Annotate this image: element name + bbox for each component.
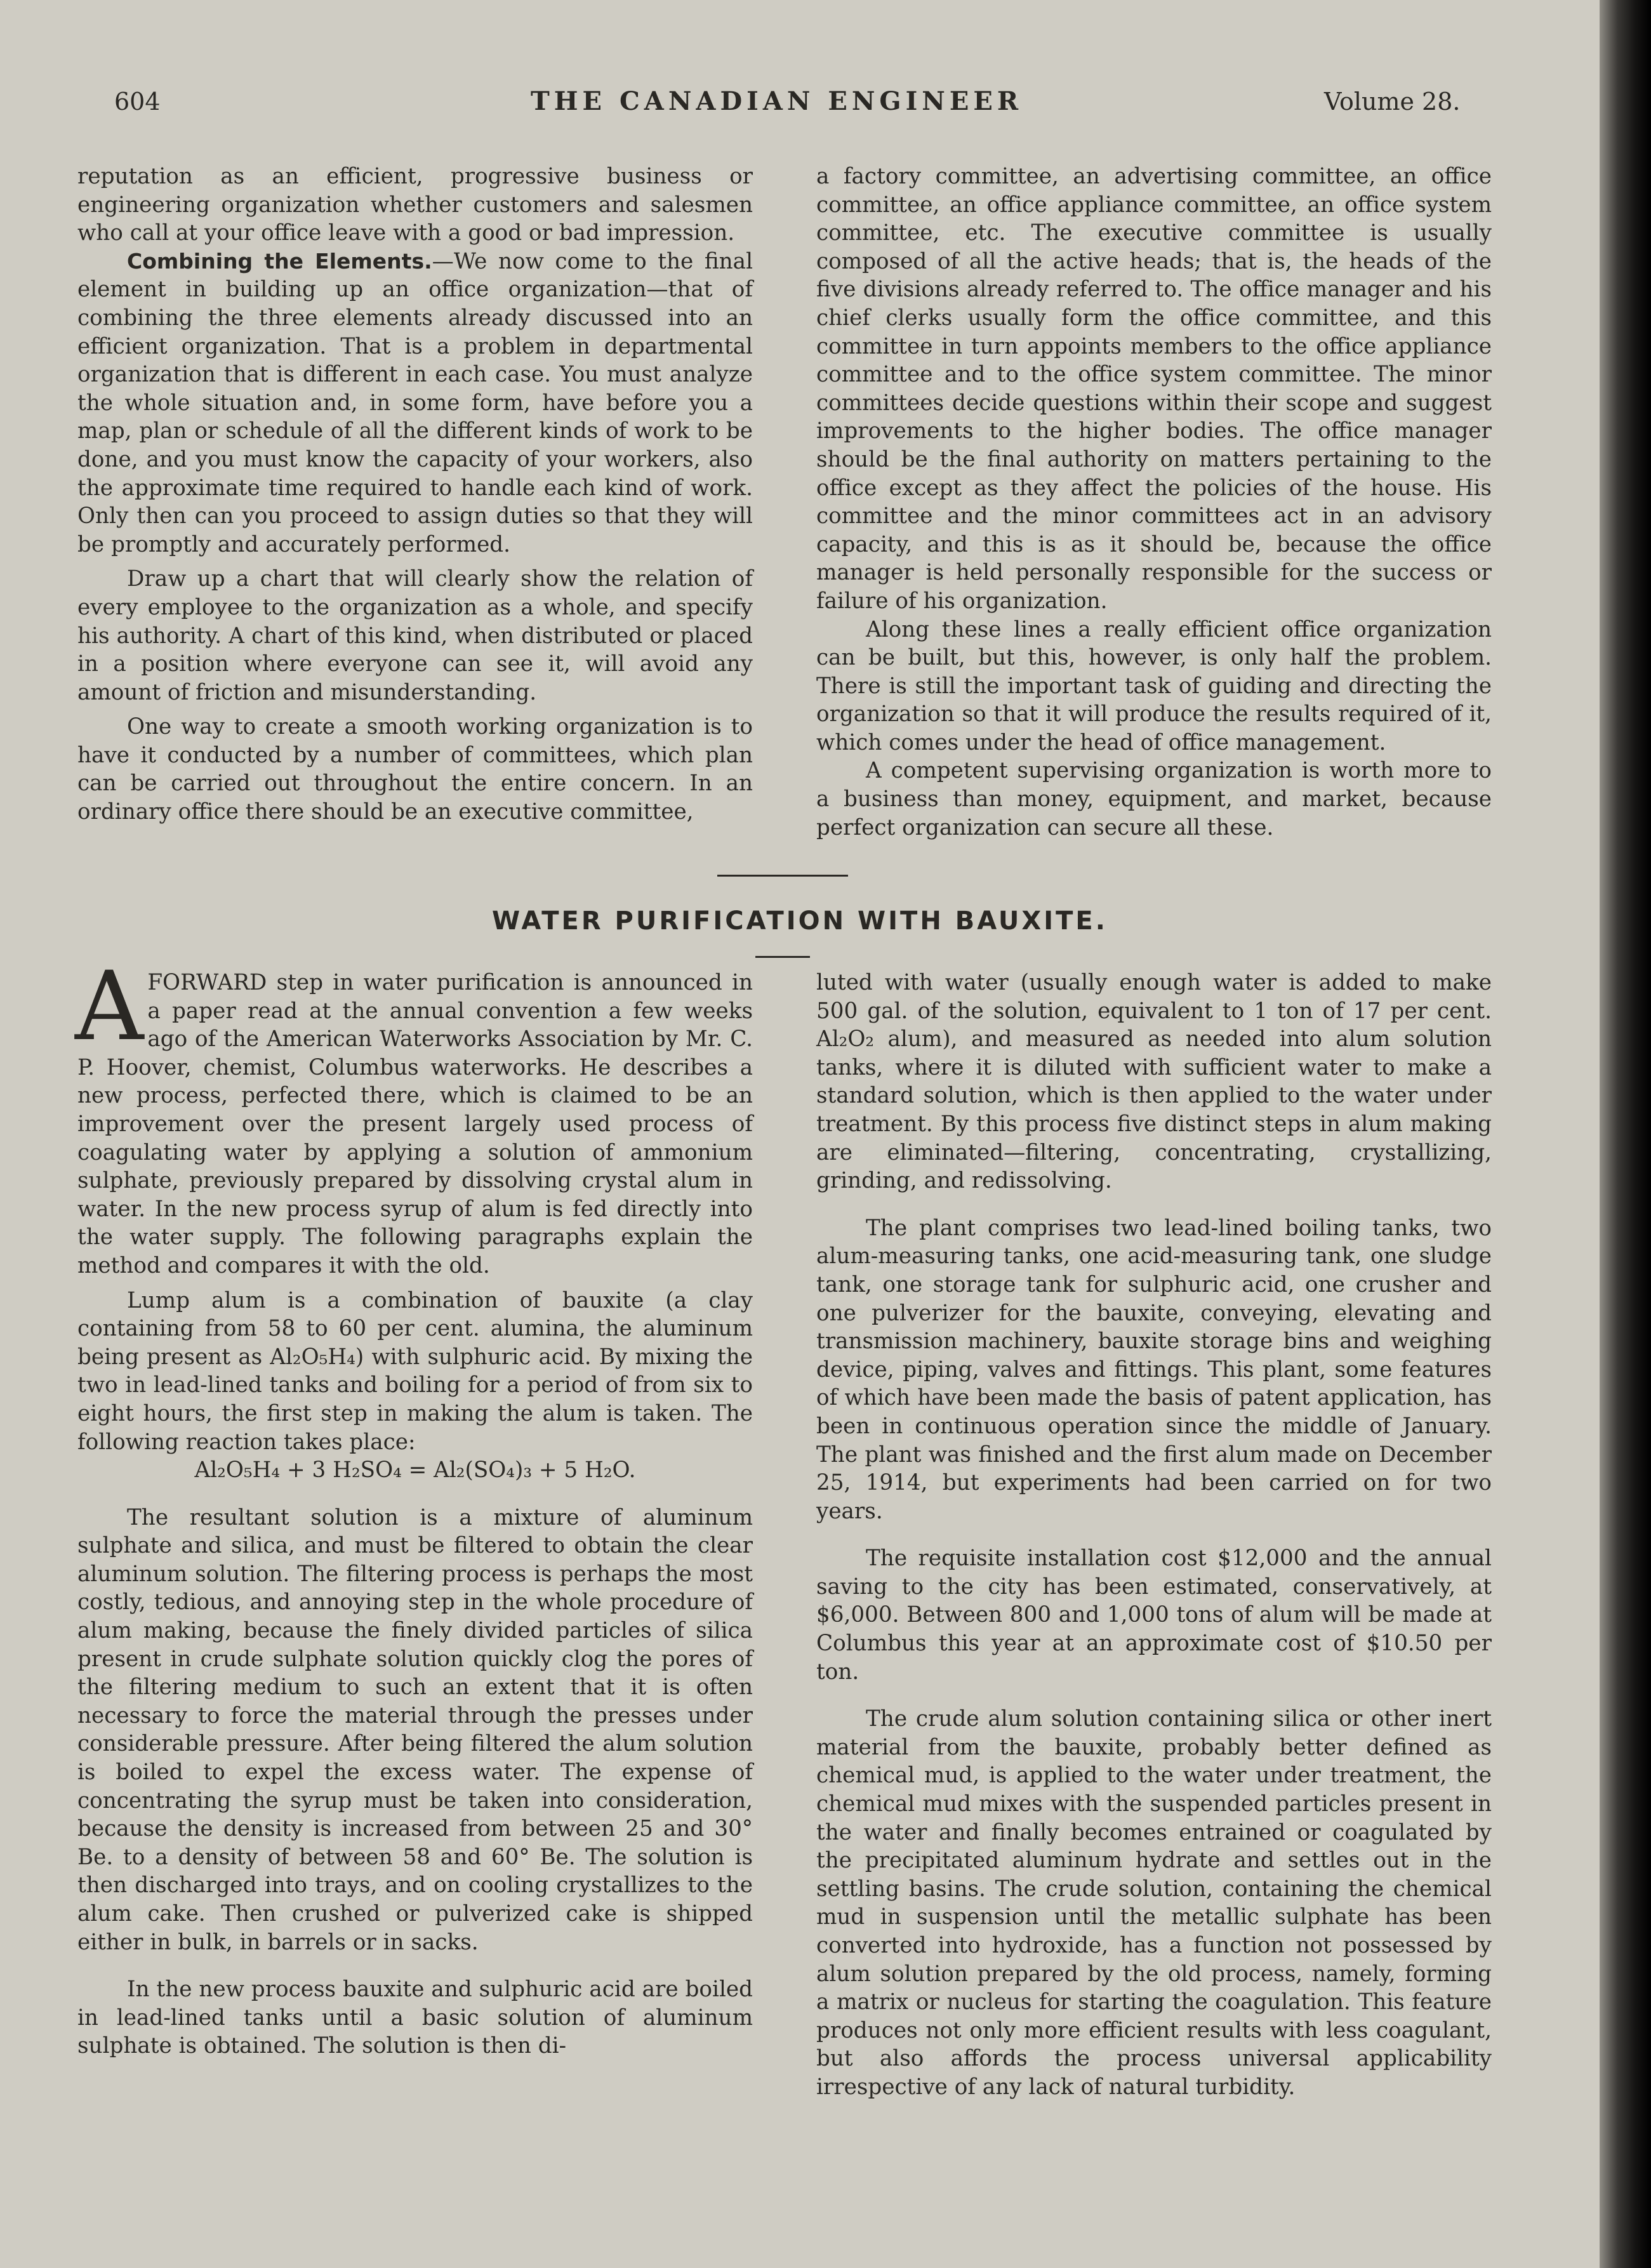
drop-cap: A (75, 952, 144, 1062)
article-title: WATER PURIFICATION WITH BAUXITE. (492, 906, 1108, 936)
paragraph: luted with water (usually enough water is added to make 500 gal. of the solution, equivalent to 1 ton of 17 per cent. Al₂O₂ alum), and measured as needed into alum solution tanks, where it is diluted with sufficient water to make a standard solution, which is then applied to the water under treatment. By this process five distinct steps in alum making are eliminated—filtering, concentrating, crystallizing, grinding, and redissolving. (816, 970, 1492, 1194)
book-binding-gutter (1600, 0, 1651, 2268)
paragraph: Draw up a chart that will clearly show the relation of every employee to the organization as a whole, and specify his authority. A chart of this kind, when distributed or placed in a position where everyone can see it, will avoid any amount of friction and misunderstanding. (77, 566, 753, 705)
paragraph: Along these lines a really efficient office organization can be built, but this, however, is only half the problem. There is still the important task of guiding and directing the organization so that it will produce the results required of it, which comes under the head of office management. (816, 616, 1492, 755)
section-divider (717, 875, 848, 877)
title-rule (755, 956, 810, 958)
chemical-formula: Al₂O₅H₄ + 3 H₂SO₄ = Al₂(SO₄)₃ + 5 H₂O. (194, 1457, 636, 1483)
article2-right-column (816, 969, 1492, 2102)
paragraph (75, 952, 753, 1280)
running-header (0, 81, 1600, 126)
paragraph-text: —We now come to the final element in building up an office organization—that of combining the three elements already discussed into an efficient organization. That is a problem in departmental organization that is different in each case. You must analyze the whole situation and, in some form, have before you a map, plan or schedule of all the different kinds of work to be done, and you must know the capacity of your workers, also the approximate time required to handle each kind of work. Only then can you proceed to assign duties so that they will be promptly and accurately performed. (77, 248, 753, 557)
paragraph: A competent supervising organization is worth more to a business than money, equipment, and market, because perfect organization can secure all these. (816, 758, 1492, 840)
journal-title: THE CANADIAN ENGINEER (531, 86, 1023, 116)
page-number: 604 (114, 88, 161, 116)
paragraph: The crude alum solution containing silica or other inert material from the bauxite, probably better defined as chemical mud, is applied to the water under treatment, the chemical mud mixes with the suspended particles present in the water and finally becomes entrained or coagulated by the precipitated aluminum hydrate and settles out in the settling basins. The crude solution, containing the chemical mud in suspension until the metallic sulphate has been converted into hydroxide, has a function not possessed by alum solution prepared by the old process, namely, forming a matrix or nucleus for starting the coagulation. This feature produces not only more efficient results with less coagulant, but also affords the process universal applicability irrespective of any lack of natural turbidity. (816, 1706, 1492, 2100)
article1-left-column (77, 162, 753, 826)
paragraph: The plant comprises two lead-lined boiling tanks, two alum-measuring tanks, one acid-measuring tank, one sludge tank, one storage tank for sulphuric acid, one crusher and one pulverizer for the bauxite, conveying, elevating and transmission machinery, bauxite storage bins and weighing device, piping, valves and fittings. This plant, some features of which have been made the basis of patent application, has been in continuous operation since the middle of January. The plant was finished and the first alum made on December 25, 1914, but experiments had been carried on for two years. (816, 1215, 1492, 1524)
paragraph: One way to create a smooth working organization is to have it conducted by a number of committees, which plan can be carried out throughout the entire concern. In an ordinary office there should be an executive committee, (77, 714, 753, 825)
paragraph-text: FORWARD step in water purification is announced in a paper read at the annual convention a few weeks ago of the American Waterworks Association by Mr. C. P. Hoover, chemist, Columbus waterworks. He describes a new process, perfected there, which is claimed to be an improvement over the present largely used process of coagulating water by applying a solution of ammonium sulphate, previously prepared by dissolving crystal alum in water. In the new process syrup of alum is fed directly into the water supply. The following paragraphs explain the method and compares it with the old. (77, 970, 753, 1278)
paragraph: The resultant solution is a mixture of aluminum sulphate and silica, and must be filtered to obtain the clear aluminum solution. The filtering process is perhaps the most costly, tedious, and annoying step in the whole procedure of alum making, because the finely divided particles of silica present in crude sulphate solution quickly clog the pores of the filtering medium to such an extent that it is often necessary to force the material through the presses under considerable pressure. After being filtered the alum solution is boiled to expel the excess water. The expense of concentrating the syrup must be taken into consideration, because the density is increased from between 25 and 30° Be. to a density of between 58 and 60° Be. The solution is then discharged into trays, and on cooling crystallizes to the alum cake. Then crushed or pulverized cake is shipped either in bulk, in barrels or in sacks. (77, 1504, 753, 1955)
paragraph: a factory committee, an advertising committee, an office committee, an office appliance committee, an office system committee, etc. The executive committee is usually composed of all the active heads; that is, the heads of the five divisions already referred to. The office manager and his chief clerks usually form the office committee, and this committee in turn appoints members to the office appliance committee and to the office system committee. The minor committees decide questions within their scope and suggest improvements to the higher bodies. The office manager should be the final authority on matters pertaining to the office except as they affect the policies of the house. His committee and the minor committees act in an advisory capacity, and this is as it should be, because the office manager is held personally responsible for the success or failure of his organization. (816, 164, 1492, 614)
volume-label: Volume 28. (1324, 88, 1461, 116)
paragraph: In the new process bauxite and sulphuric acid are boiled in lead-lined tanks until a basic solution of aluminum sulphate is obtained. The solution is then di- (77, 1977, 753, 2059)
paragraph: reputation as an efficient, progressive business or engineering organization whether customers and salesmen who call at your office leave with a good or bad impression. (77, 164, 753, 246)
paragraph: The requisite installation cost $12,000 and the annual saving to the city has been estimated, conservatively, at $6,000. Between 800 and 1,000 tons of alum will be made at Columbus this year at an approximate cost of $10.50 per ton. (816, 1546, 1492, 1685)
article1-right-column (816, 162, 1492, 842)
paragraph: Lump alum is a combination of bauxite (a clay containing from 58 to 60 per cent. alumina, the aluminum being present as Al₂O₅H₄) with sulphuric acid. By mixing the two in lead-lined tanks and boiling for a period of from six to eight hours, the first step in making the alum is taken. The following reaction takes place: (77, 1287, 753, 1455)
article2-left-column (75, 952, 753, 2060)
paragraph (77, 248, 753, 559)
subheading: Combining the Elements. (127, 248, 432, 274)
